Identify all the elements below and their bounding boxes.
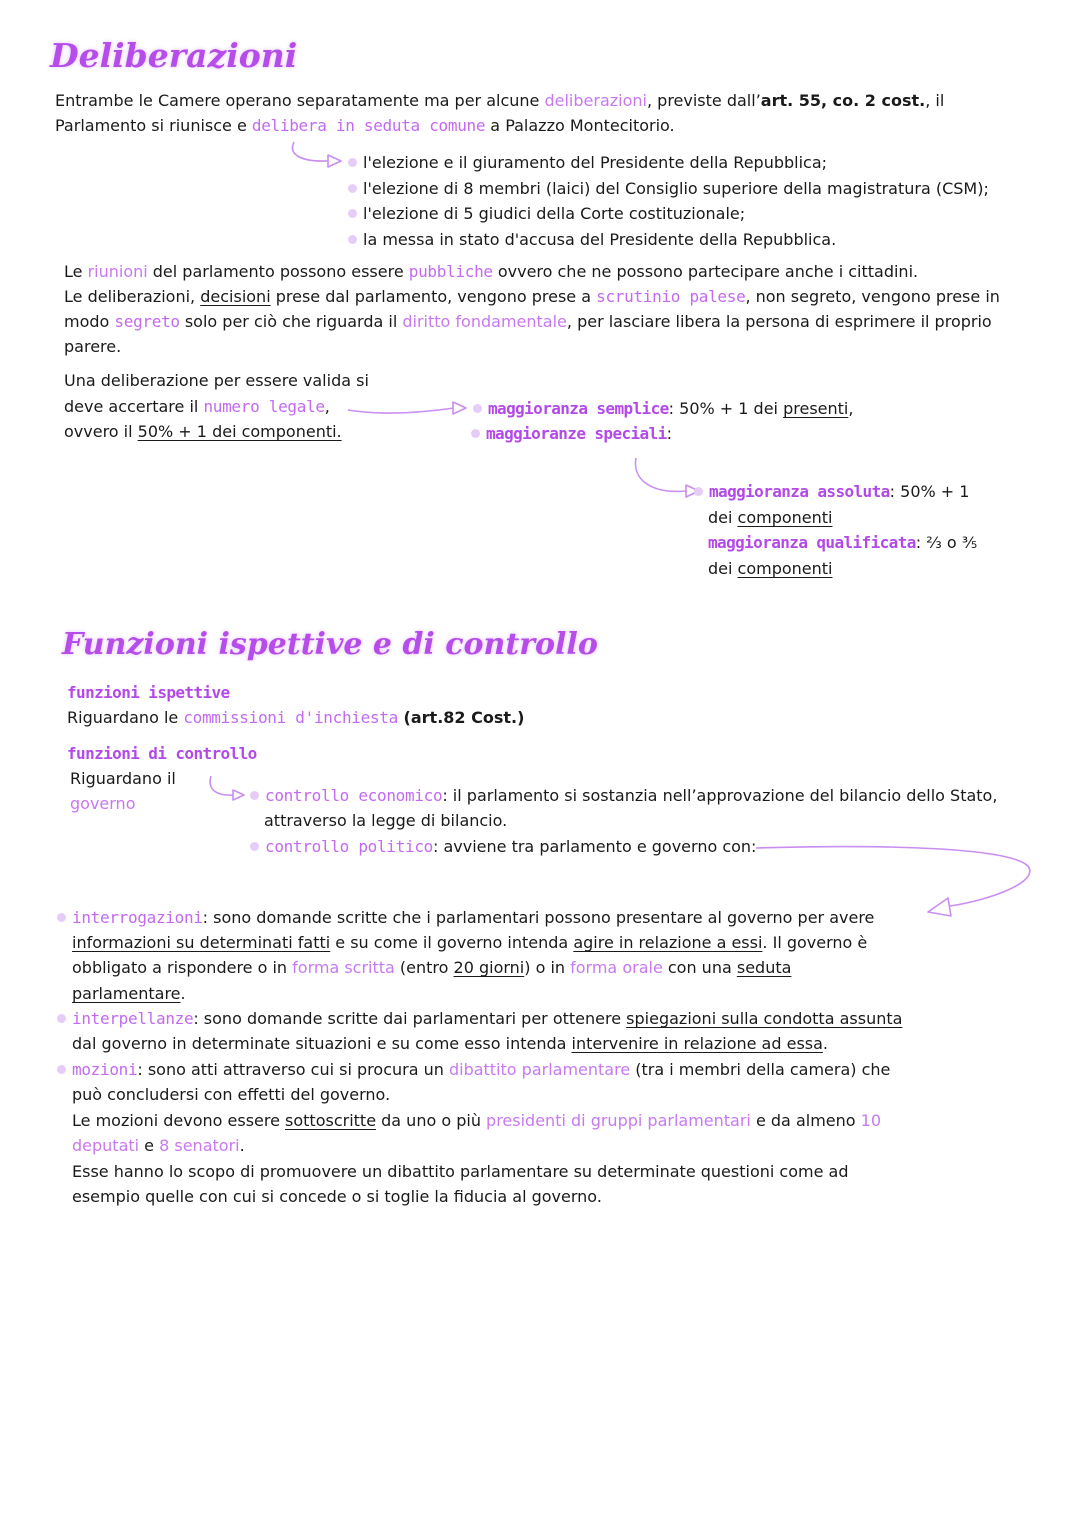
maggioranza-semplice: maggioranza semplice: 50% + 1 dei presenti, — [473, 396, 853, 421]
bullet-dot-icon — [348, 184, 357, 193]
riunioni-line-3: modo segreto solo per ciò che riguarda il diritto fondamentale, per lasciare libera la persona di esprimere il proprio — [64, 312, 992, 331]
riguardano-text: Riguardano il — [70, 769, 176, 788]
arrow-icon — [346, 398, 471, 420]
interpellanze-line-1: interpellanze: sono domande scritte dai parlamentari per ottenere spiegazioni sulla condotta assunta — [57, 1006, 902, 1031]
maggioranza-qualificata-cont: dei componenti — [708, 559, 833, 578]
controllo-economico-cont: attraverso la legge di bilancio. — [264, 811, 508, 830]
riunioni-line-4: parere. — [64, 337, 122, 356]
mozioni-line-6: esempio quelle con cui si concede o si toglie la fiducia al governo. — [72, 1187, 602, 1206]
arrow-icon — [207, 774, 252, 802]
bullet-dot-icon — [57, 913, 66, 922]
interrogazioni-line-1: interrogazioni: sono domande scritte che i parlamentari possono presentare al governo per avere — [57, 905, 874, 930]
bullet-dot-icon — [57, 1014, 66, 1023]
section-title-deliberazioni: Deliberazioni — [50, 36, 298, 75]
bullet-dot-icon — [57, 1065, 66, 1074]
bullet-dot-icon — [250, 791, 259, 800]
list-item: la messa in stato d'accusa del Presidente della Repubblica. — [348, 227, 989, 253]
bullet-dot-icon — [348, 209, 357, 218]
list-item: l'elezione e il giuramento del Presidente della Repubblica; — [348, 150, 989, 176]
riunioni-line-2: Le deliberazioni, decisioni prese dal parlamento, vengono prese a scrutinio palese, non segreto, vengono prese in — [64, 287, 1000, 306]
controllo-economico: controllo economico: il parlamento si sostanzia nell’approvazione del bilancio dello Stato, — [250, 783, 997, 808]
bullet-dot-icon — [473, 404, 482, 413]
interrogazioni-line-3: obbligato a rispondere o in forma scritta (entro 20 giorni) o in forma orale con una seduta — [72, 958, 792, 977]
intro-line-2: Parlamento si riunisce e delibera in seduta comune a Palazzo Montecitorio. — [55, 116, 675, 135]
bullet-dot-icon — [348, 158, 357, 167]
mozioni-line-4: deputati e 8 senatori. — [72, 1136, 245, 1155]
bullet-dot-icon — [250, 842, 259, 851]
maggioranza-assoluta-cont: dei componenti — [708, 508, 833, 527]
interrogazioni-line-4: parlamentare. — [72, 984, 186, 1003]
riunioni-line-1: Le riunioni del parlamento possono essere pubbliche ovvero che ne possono partecipare anche i cittadini. — [64, 262, 919, 281]
intro-line-1: Entrambe le Camere operano separatamente ma per alcune deliberazioni, previste dall’art. 55, co. 2 cost., il — [55, 91, 945, 110]
interrogazioni-line-2: informazioni su determinati fatti e su come il governo intenda agire in relazione a essi. Il governo è — [72, 933, 868, 952]
validita-line-3: ovvero il 50% + 1 dei componenti. — [64, 422, 342, 441]
maggioranza-assoluta: maggioranza assoluta: 50% + 1 — [694, 479, 969, 504]
heading-funzioni-controllo: funzioni di controllo — [67, 744, 257, 763]
maggioranza-qualificata: maggioranza qualificata: ⅔ o ⅗ — [708, 533, 978, 552]
controllo-politico: controllo politico: avviene tra parlamento e governo con: — [250, 834, 756, 859]
mozioni-line-3: Le mozioni devono essere sottoscritte da uno o più presidenti di gruppi parlamentari e da almeno 10 — [72, 1111, 881, 1130]
validita-line-2: deve accertare il numero legale, — [64, 397, 330, 416]
bullet-dot-icon — [471, 429, 480, 438]
validita-line-1: Una deliberazione per essere valida si — [64, 371, 369, 390]
mozioni-line-1: mozioni: sono atti attraverso cui si procura un dibattito parlamentare (tra i membri della camera) che — [57, 1057, 890, 1082]
heading-funzioni-ispettive: funzioni ispettive — [67, 683, 230, 702]
list-item: l'elezione di 5 giudici della Corte costituzionale; — [348, 201, 989, 227]
bullet-dot-icon — [694, 487, 703, 496]
mozioni-line-2: può concludersi con effetti del governo. — [72, 1085, 391, 1104]
bullet-dot-icon — [348, 235, 357, 244]
arrow-icon — [288, 140, 348, 170]
mozioni-line-5: Esse hanno lo scopo di promuovere un dibattito parlamentare su determinate questioni come ad — [72, 1162, 849, 1181]
ispettive-text: Riguardano le commissioni d'inchiesta (art.82 Cost.) — [67, 708, 525, 727]
interpellanze-line-2: dal governo in determinate situazioni e su come esso intenda intervenire in relazione ad essa. — [72, 1034, 829, 1053]
section-title-funzioni: Funzioni ispettive e di controllo — [62, 627, 598, 662]
seduta-comune-list — [348, 150, 989, 252]
maggioranze-speciali: maggioranze speciali: — [471, 421, 672, 446]
governo-text: governo — [70, 794, 136, 813]
list-item: l'elezione di 8 membri (laici) del Consiglio superiore della magistratura (CSM); — [348, 176, 989, 202]
